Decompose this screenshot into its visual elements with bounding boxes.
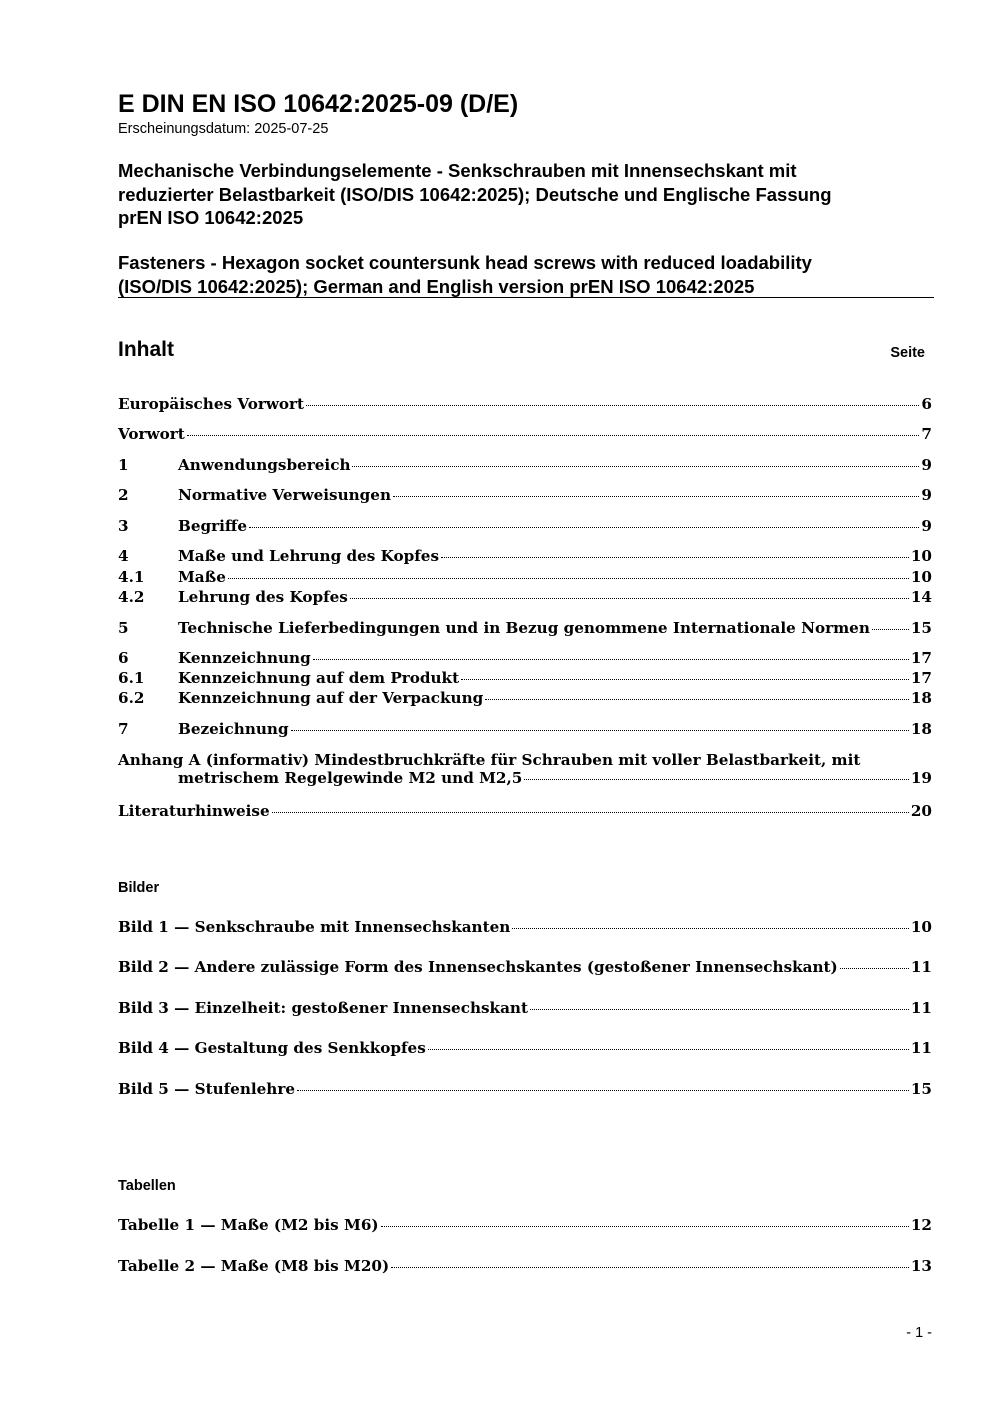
toc-entry-number: 7 bbox=[118, 720, 129, 738]
figure-entry-label: Bild 5 — Stufenlehre bbox=[118, 1080, 296, 1098]
table-entry-label: Tabelle 2 — Maße (M8 bis M20) bbox=[118, 1257, 390, 1275]
dot-leader bbox=[313, 659, 909, 660]
title-german bbox=[118, 159, 948, 230]
toc-entry-number: 4 bbox=[118, 547, 129, 565]
toc-entry-label: Maße und Lehrung des Kopfes bbox=[178, 547, 439, 565]
figure-entry-page: 15 bbox=[910, 1080, 932, 1098]
title-german-line: prEN ISO 10642:2025 bbox=[118, 207, 304, 228]
dot-leader bbox=[485, 699, 909, 700]
dot-leader bbox=[291, 730, 909, 731]
toc-entry-label: Kennzeichnung bbox=[178, 649, 311, 667]
dot-leader bbox=[393, 496, 919, 497]
toc-entry-number: 2 bbox=[118, 486, 129, 504]
toc-entry-page: 9 bbox=[921, 486, 932, 504]
figure-entry-label: Bild 1 — Senkschraube mit Innensechskanten bbox=[118, 918, 511, 936]
figure-entry[interactable] bbox=[118, 1039, 932, 1057]
annex-title-continuation: metrischem Regelgewinde M2 und M2,5 bbox=[178, 769, 523, 787]
toc-entry-number: 6 bbox=[118, 649, 129, 667]
figure-entry[interactable] bbox=[118, 918, 932, 936]
dot-leader bbox=[297, 1090, 909, 1091]
toc-heading: Inhalt bbox=[118, 338, 174, 361]
page-column-label: Seite bbox=[890, 345, 925, 361]
figure-entry-page: 11 bbox=[910, 958, 932, 976]
toc-entry-page: 17 bbox=[910, 649, 932, 667]
toc-entry-label: Bezeichnung bbox=[178, 720, 289, 738]
toc-entry-number: 4.2 bbox=[118, 588, 145, 606]
toc-entry-number: 6.1 bbox=[118, 669, 145, 687]
figure-entry-label: Bild 2 — Andere zulässige Form des Innensechskantes (gestoßener Innensechskant) bbox=[118, 958, 838, 976]
toc-entry[interactable] bbox=[118, 456, 932, 474]
annex-title-line: Anhang A (informativ) Mindestbruchkräfte für Schrauben mit voller Belastbarkeit, mit bbox=[118, 751, 861, 769]
toc-entry-page: 14 bbox=[910, 588, 932, 606]
dot-leader bbox=[428, 1049, 909, 1050]
toc-entry-page: 20 bbox=[910, 802, 932, 820]
toc-entry[interactable] bbox=[118, 486, 932, 504]
dot-leader bbox=[187, 435, 920, 436]
figure-entry-page: 10 bbox=[910, 918, 932, 936]
toc-entry[interactable] bbox=[118, 802, 932, 820]
dot-leader bbox=[352, 466, 919, 467]
page-number: - 1 - bbox=[906, 1325, 932, 1341]
figure-entry[interactable] bbox=[118, 1080, 932, 1098]
dot-leader bbox=[524, 779, 909, 780]
toc-entry[interactable] bbox=[118, 395, 932, 413]
toc-entry-page: 10 bbox=[910, 547, 932, 565]
toc-entry-label: Kennzeichnung auf dem Produkt bbox=[178, 669, 460, 687]
toc-entry-page: 9 bbox=[921, 517, 932, 535]
table-entry-label: Tabelle 1 — Maße (M2 bis M6) bbox=[118, 1216, 379, 1234]
toc-entry-label: Technische Lieferbedingungen und in Bezug genommene Internationale Normen bbox=[178, 619, 870, 637]
dot-leader bbox=[249, 527, 919, 528]
dot-leader bbox=[228, 578, 909, 579]
toc-entry-number: 4.1 bbox=[118, 568, 145, 586]
figures-heading: Bilder bbox=[118, 880, 160, 896]
figure-entry[interactable] bbox=[118, 999, 932, 1017]
dot-leader bbox=[391, 1267, 909, 1268]
figure-entry[interactable] bbox=[118, 958, 932, 976]
dot-leader bbox=[381, 1226, 909, 1227]
table-entry[interactable] bbox=[118, 1257, 932, 1275]
toc-entry-label: Vorwort bbox=[118, 425, 185, 443]
title-english bbox=[118, 251, 948, 298]
dot-leader bbox=[840, 968, 909, 969]
toc-entry[interactable] bbox=[118, 588, 932, 606]
title-divider bbox=[118, 297, 934, 298]
dot-leader bbox=[530, 1009, 909, 1010]
toc-entry-page: 18 bbox=[910, 689, 932, 707]
toc-entry[interactable] bbox=[118, 517, 932, 535]
dot-leader bbox=[441, 557, 909, 558]
toc-entry-page: 9 bbox=[921, 456, 932, 474]
table-entry-page: 13 bbox=[910, 1257, 932, 1275]
toc-entry-label: Maße bbox=[178, 568, 226, 586]
toc-entry-annex[interactable] bbox=[118, 751, 932, 787]
toc-entry[interactable] bbox=[118, 669, 932, 687]
table-entry-page: 12 bbox=[910, 1216, 932, 1234]
toc-entry-number: 6.2 bbox=[118, 689, 145, 707]
toc-entry-page: 15 bbox=[910, 619, 932, 637]
title-english-line: Fasteners - Hexagon socket countersunk head screws with reduced loadability bbox=[118, 252, 812, 273]
toc-entry-page: 7 bbox=[921, 425, 932, 443]
toc-entry-number: 1 bbox=[118, 456, 129, 474]
toc-entry-label: Europäisches Vorwort bbox=[118, 395, 305, 413]
toc-entry-label: Literaturhinweise bbox=[118, 802, 270, 820]
dot-leader bbox=[872, 629, 909, 630]
toc-entry[interactable] bbox=[118, 649, 932, 667]
toc-entry-label: Kennzeichnung auf der Verpackung bbox=[178, 689, 484, 707]
figure-entry-page: 11 bbox=[910, 1039, 932, 1057]
dot-leader bbox=[461, 679, 909, 680]
toc-entry[interactable] bbox=[118, 425, 932, 443]
figure-entry-label: Bild 3 — Einzelheit: gestoßener Innensechskant bbox=[118, 999, 528, 1017]
toc-entry[interactable] bbox=[118, 689, 932, 707]
toc-entry-label: Begriffe bbox=[178, 517, 248, 535]
toc-entry-page: 18 bbox=[910, 720, 932, 738]
tables-heading: Tabellen bbox=[118, 1178, 176, 1194]
toc-entry[interactable] bbox=[118, 568, 932, 586]
toc-entry[interactable] bbox=[118, 619, 932, 637]
toc-entry-label: Normative Verweisungen bbox=[178, 486, 392, 504]
document-title: E DIN EN ISO 10642:2025-09 (D/E) bbox=[118, 90, 519, 118]
toc-entry[interactable] bbox=[118, 720, 932, 738]
table-entry[interactable] bbox=[118, 1216, 932, 1234]
toc-entry-number: 5 bbox=[118, 619, 129, 637]
publication-date: Erscheinungsdatum: 2025-07-25 bbox=[118, 121, 329, 137]
toc-entry[interactable] bbox=[118, 547, 932, 565]
dot-leader bbox=[512, 928, 909, 929]
dot-leader bbox=[306, 405, 919, 406]
toc-entry-page: 6 bbox=[921, 395, 932, 413]
toc-entry-label: Anwendungsbereich bbox=[178, 456, 351, 474]
toc-entry-page: 19 bbox=[910, 769, 932, 787]
toc-entry-page: 10 bbox=[910, 568, 932, 586]
figure-entry-label: Bild 4 — Gestaltung des Senkkopfes bbox=[118, 1039, 426, 1057]
dot-leader bbox=[350, 598, 909, 599]
title-english-line: (ISO/DIS 10642:2025); German and English version prEN ISO 10642:2025 bbox=[118, 275, 755, 297]
toc-entry-page: 17 bbox=[910, 669, 932, 687]
toc-entry-number: 3 bbox=[118, 517, 129, 535]
dot-leader bbox=[272, 812, 909, 813]
figure-entry-page: 11 bbox=[910, 999, 932, 1017]
toc-entry-label: Lehrung des Kopfes bbox=[178, 588, 348, 606]
title-german-line: Mechanische Verbindungselemente - Senkschrauben mit Innensechskant mit bbox=[118, 160, 797, 181]
title-german-line: reduzierter Belastbarkeit (ISO/DIS 10642:2025); Deutsche und Englische Fassung bbox=[118, 183, 832, 205]
